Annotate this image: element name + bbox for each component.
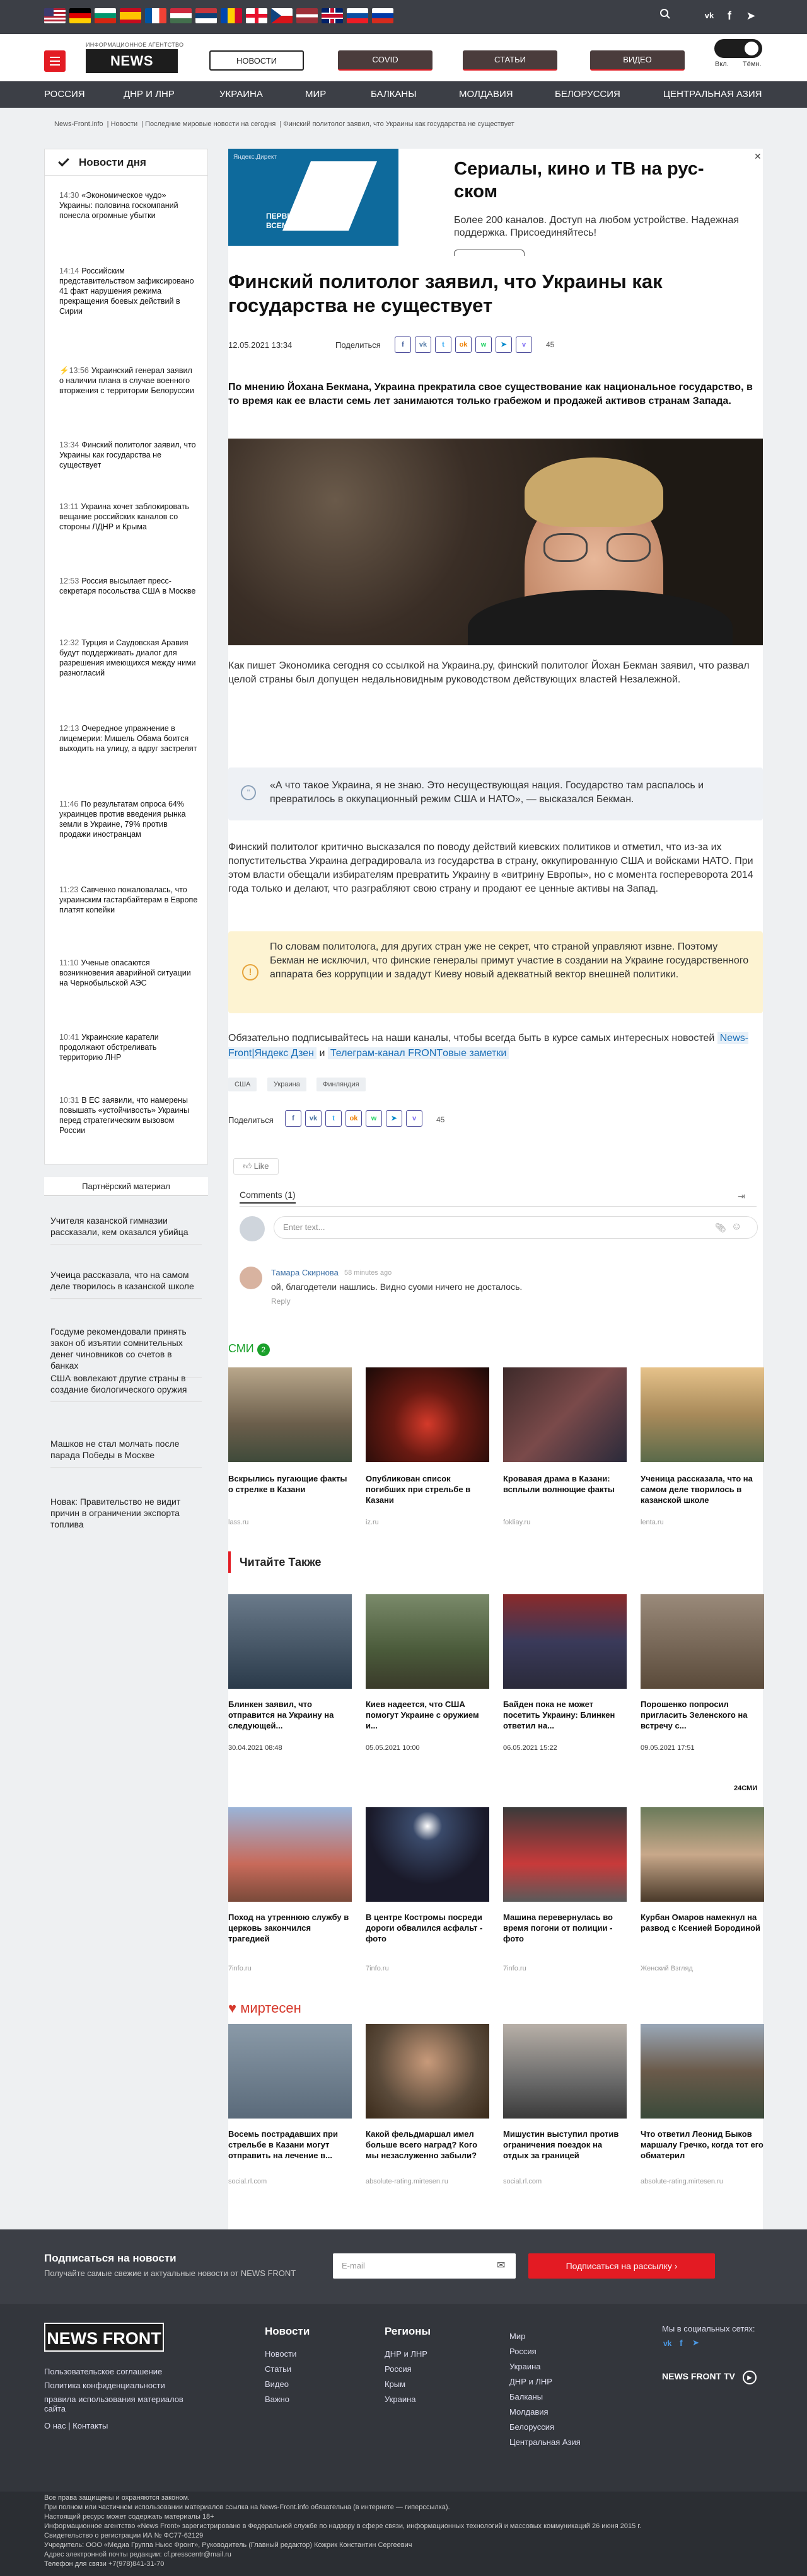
- footer-region-link[interactable]: Украина: [509, 2362, 541, 2371]
- hamburger-menu-icon[interactable]: [44, 50, 66, 72]
- footer-region-link[interactable]: Балканы: [509, 2392, 543, 2401]
- news-card-image[interactable]: [503, 2024, 627, 2119]
- vk-share-icon[interactable]: vk: [305, 1110, 322, 1127]
- flag-serbia-icon[interactable]: [195, 8, 217, 23]
- read-also-title: Читайте Также: [228, 1551, 763, 1573]
- flag-moldova-icon[interactable]: [221, 8, 242, 23]
- header-button-news[interactable]: НОВОСТИ: [209, 50, 304, 71]
- news-card-title[interactable]: Мишустин выступил против ограничения поездок на отдых за границей: [503, 2129, 619, 2160]
- mail-icon: ✉: [497, 2260, 506, 2271]
- flag-france-icon[interactable]: [145, 8, 166, 23]
- news-item[interactable]: 13:34 Финский политолог заявил, что Украины как государства не существует: [59, 440, 196, 469]
- user-avatar: [240, 1216, 265, 1241]
- news-card-image[interactable]: [228, 1367, 352, 1462]
- twitter-share-icon[interactable]: t: [435, 336, 451, 353]
- breadcrumb: News-Front.info | Новости | Последние мировые новости на сегодня | Финский политолог заявил, что Украины как государства не существует: [54, 120, 514, 128]
- viber-share-icon[interactable]: v: [406, 1110, 422, 1127]
- footer-news-title: Новости: [265, 2325, 310, 2337]
- site-logo[interactable]: NEWS: [86, 49, 178, 73]
- news-item[interactable]: 13:11 Украина хочет заблокировать вещание российских каналов со стороны ЛДНР и Крыма: [59, 502, 189, 531]
- comment-text: ой, благодетели нашлись. Видно суоми ничего не досталось.: [271, 1282, 523, 1292]
- news-card-title[interactable]: Блинкен заявил, что отправится на Украину на следующей...: [228, 1699, 334, 1730]
- news-card-title[interactable]: Что ответил Леонид Быков маршалу Гречко, когда тот его обматерил: [641, 2129, 763, 2160]
- news-card-date: 05.05.2021 10:00: [366, 1744, 420, 1752]
- footer-news-link[interactable]: Новости: [265, 2349, 297, 2359]
- ad-banner-text[interactable]: [441, 149, 763, 256]
- nav-item-ukraine[interactable]: УКРАИНА: [219, 89, 263, 100]
- news-item[interactable]: 11:23 Савченко пожаловалась, что украинским гастарбайтерам в Европе платят копейки: [59, 885, 198, 914]
- ad-channel-text: ПЕРВЫЙ КАНАЛ ВСЕМИРНАЯ СЕТЬ: [266, 212, 338, 230]
- ok-share-icon[interactable]: ok: [345, 1110, 362, 1127]
- nav-item-balkans[interactable]: БАЛКАНЫ: [371, 89, 417, 100]
- news-card-image[interactable]: [228, 1807, 352, 1902]
- facebook-footer-icon[interactable]: f: [680, 2338, 683, 2348]
- subscribe-button[interactable]: Подписаться на рассылку ›: [528, 2253, 715, 2279]
- flag-georgia-icon[interactable]: [246, 8, 267, 23]
- partner-item[interactable]: Госдуме рекомендовали принять закон об изъятии сомнительных денег чиновников со счетов в банках: [50, 1326, 202, 1378]
- legal-text: Настоящий ресурс может содержать материалы 18+: [44, 2513, 214, 2521]
- emoji-icon[interactable]: ☺: [731, 1221, 742, 1232]
- ad-text: Более 200 каналов. Доступ на любом устройстве. Надежная поддержка. Присоединяйтесь!: [454, 215, 740, 238]
- partner-item[interactable]: США вовлекают другие страны в создание биологического оружия: [50, 1372, 202, 1402]
- news-card-image[interactable]: [641, 1367, 764, 1462]
- whatsapp-share-icon[interactable]: w: [475, 336, 492, 353]
- news-card-title[interactable]: Восемь пострадавших при стрельбе в Казани могут отправить на лечение в...: [228, 2129, 338, 2160]
- share-label: Поделиться: [335, 340, 381, 350]
- flag-czech-icon[interactable]: [271, 8, 293, 23]
- news-card-image[interactable]: [366, 1594, 489, 1689]
- telegram-share-icon[interactable]: ➤: [386, 1110, 402, 1127]
- link-yandex-zen[interactable]: News-Front|Яндекс Дзен: [228, 1033, 749, 1059]
- share-count: 45: [436, 1115, 445, 1124]
- breadcrumb-latest[interactable]: Последние мировые новости на сегодня: [145, 120, 276, 128]
- legal-text: Учредитель: ООО «Медиа Группа Ньюс Фронт», Руководитель (Главный редактор) Кожрик Константин Сергеевич: [44, 2541, 412, 2549]
- twitter-share-icon[interactable]: t: [325, 1110, 342, 1127]
- mirtesen-heart-icon: ♥: [228, 2000, 237, 2016]
- news-card-date: 09.05.2021 17:51: [641, 1744, 695, 1752]
- share-label: Поделиться: [228, 1115, 274, 1125]
- footer-region-link[interactable]: Крым: [385, 2379, 406, 2389]
- footer-region-link[interactable]: Белоруссия: [509, 2422, 555, 2432]
- flag-slovakia-icon[interactable]: [347, 8, 368, 23]
- news-card-source: lass.ru: [228, 1519, 249, 1526]
- news-item[interactable]: 11:46 По результатам опроса 64% украинцев против введения рынка земли в Украине, 79% против продажи иностранцам: [59, 800, 186, 839]
- tag-usa[interactable]: США: [228, 1078, 257, 1091]
- comment-time: 58 minutes ago: [344, 1269, 392, 1277]
- facebook-share-icon[interactable]: f: [285, 1110, 301, 1127]
- legal-text: Адрес электронной почты редакции: cf.presscentr@mail.ru: [44, 2551, 231, 2558]
- news-card-source: social.rl.com: [503, 2178, 542, 2185]
- news-card-image[interactable]: [503, 1594, 627, 1689]
- news-card-source: social.rl.com: [228, 2178, 267, 2185]
- header-button-articles[interactable]: СТАТЬИ: [463, 50, 557, 71]
- flag-russia-icon[interactable]: [372, 8, 393, 23]
- warning-icon: !: [242, 964, 258, 980]
- article-lead: По мнению Йохана Бекмана, Украина прекратила свое существование как национальное государство, в то время как ее власти семь лет занимаются только грабежом и продажей активов странам Запада.: [228, 382, 753, 406]
- reply-link[interactable]: Reply: [271, 1297, 291, 1306]
- partner-item[interactable]: Машков не стал молчать после парада Победы в Москве: [50, 1438, 202, 1468]
- legal-text: Информационное агентство «News Front» зарегистрировано в Федеральной службе по надзору в сфере связи, информационных технологий и массовых коммуникаций 26 июня 2015 г.: [44, 2522, 641, 2530]
- news-item[interactable]: ⚡13:56 Украинский генерал заявил о наличии плана в случае военного вторжения с территории Белоруссии: [59, 366, 194, 395]
- viber-share-icon[interactable]: v: [516, 336, 532, 353]
- footer-region-link[interactable]: Россия: [509, 2347, 537, 2356]
- ad-banner-image[interactable]: [228, 149, 398, 246]
- flag-usa-icon[interactable]: [44, 8, 66, 23]
- flag-spain-icon[interactable]: [120, 8, 141, 23]
- article-date: 12.05.2021 13:34: [228, 340, 293, 350]
- footer-logo[interactable]: NEWS FRONT: [44, 2323, 164, 2352]
- partner-item[interactable]: Учеица рассказала, что на самом деле творилось в казанской школе: [50, 1269, 202, 1299]
- vk-share-icon[interactable]: vk: [415, 336, 431, 353]
- news-card-title[interactable]: Опубликован список погибших при стрельбе в Казани: [366, 1474, 471, 1505]
- news-card-title[interactable]: Какой фельдмаршал имел больше всего наград? Кого мы незаслуженно забыли?: [366, 2129, 478, 2160]
- whatsapp-share-icon[interactable]: w: [366, 1110, 382, 1127]
- news-item[interactable]: 12:53 Россия высылает пресс-секретаря посольства США в Москве: [59, 577, 196, 595]
- smi-title: СМИ 2: [228, 1342, 270, 1356]
- telegram-icon[interactable]: ➤: [746, 9, 756, 22]
- news-card-title[interactable]: Вскрылись пугающие факты о стрелке в Казани: [228, 1474, 347, 1494]
- flag-bulgaria-icon[interactable]: [95, 8, 116, 23]
- news-item[interactable]: 10:41 Украинские каратели продолжают обстреливать территорию ЛНР: [59, 1033, 159, 1062]
- like-button[interactable]: 👍︎ Like: [233, 1158, 279, 1175]
- ok-share-icon[interactable]: ok: [455, 336, 472, 353]
- flag-germany-icon[interactable]: [69, 8, 91, 23]
- news-item[interactable]: 11:10 Ученые опасаются возникновения аварийной ситуации на Чернобыльской АЭС: [59, 958, 191, 987]
- footer-news-link[interactable]: Важно: [265, 2395, 290, 2404]
- news-card-title[interactable]: Кровавая драма в Казани: всплыли волнющие факты: [503, 1474, 615, 1494]
- footer-regions-title: Регионы: [385, 2325, 431, 2337]
- link-telegram[interactable]: Телеграм-канал FRONTовые заметки: [328, 1047, 509, 1059]
- footer-region-link[interactable]: ДНР и ЛНР: [509, 2377, 552, 2386]
- news-card-image[interactable]: [641, 1594, 764, 1689]
- facebook-icon[interactable]: f: [728, 9, 731, 22]
- news-of-the-day-title: Новости дня: [45, 149, 207, 176]
- footer-region-link[interactable]: ДНР и ЛНР: [385, 2349, 427, 2359]
- news-front-tv-link[interactable]: NEWS FRONT TV ▶: [662, 2371, 757, 2384]
- news-card-image[interactable]: [228, 1594, 352, 1689]
- news-item[interactable]: 10:31 В ЕС заявили, что намерены повышать «устойчивость» Украины перед стратегическим вызовом России: [59, 1096, 190, 1135]
- footer-news-link[interactable]: Статьи: [265, 2364, 292, 2374]
- news-card-image[interactable]: [366, 2024, 489, 2119]
- search-icon[interactable]: [657, 8, 673, 24]
- nav-item-russia[interactable]: РОССИЯ: [44, 89, 85, 100]
- newsletter-title: Подписаться на новости: [44, 2252, 177, 2264]
- news-card-title[interactable]: В центре Костромы посреди дороги обвалился асфальт - фото: [366, 1912, 483, 1943]
- ad-title: Сериалы, кино и ТВ на рус-ском: [454, 159, 704, 202]
- news-card-source: iz.ru: [366, 1519, 379, 1526]
- share-count: 45: [546, 340, 555, 349]
- news-card-source: 7info.ru: [503, 1965, 526, 1972]
- footer-region-link[interactable]: Молдавия: [509, 2407, 549, 2417]
- dark-mode-toggle[interactable]: [714, 39, 762, 58]
- brand-24smi-logo[interactable]: 24СМИ: [734, 1785, 758, 1792]
- header-button-video[interactable]: ВИДЕО: [590, 50, 685, 71]
- flag-latvia-icon[interactable]: [296, 8, 318, 23]
- flag-hungary-icon[interactable]: [170, 8, 192, 23]
- footer-region-link[interactable]: Россия: [385, 2364, 412, 2374]
- header-button-covid[interactable]: COVID: [338, 50, 433, 71]
- nav-item-belarus[interactable]: БЕЛОРУССИЯ: [555, 89, 620, 100]
- news-card-date: 06.05.2021 15:22: [503, 1744, 557, 1752]
- newsletter-text: Получайте самые свежие и актуальные новости от NEWS FRONT: [44, 2268, 296, 2278]
- news-item[interactable]: 14:30 «Экономическое чудо» Украины: половина госкомпаний понесла огромные убытки: [59, 191, 178, 220]
- news-card-title[interactable]: Поход на утреннюю службу в церковь закончился трагедией: [228, 1912, 349, 1943]
- login-icon[interactable]: ⇥: [738, 1191, 745, 1201]
- news-card-source: absolute-rating.mirtesen.ru: [641, 2178, 723, 2185]
- email-input[interactable]: E-mail ✉: [333, 2253, 516, 2279]
- nav-item-moldova[interactable]: МОЛДАВИЯ: [459, 89, 513, 100]
- footer-region-link[interactable]: Украина: [385, 2395, 416, 2404]
- partner-material-title: Партнёрский материал: [44, 1177, 208, 1196]
- breadcrumb-home[interactable]: News-Front.info: [54, 120, 103, 128]
- news-card-image[interactable]: [503, 1367, 627, 1462]
- thumbs-up-icon: 👍︎: [243, 1161, 254, 1171]
- footer-region-link[interactable]: Мир: [509, 2332, 526, 2341]
- vk-footer-icon[interactable]: vk: [663, 2339, 672, 2348]
- news-card-title[interactable]: Байден пока не может посетить Украину: Блинкен ответил на...: [503, 1699, 615, 1730]
- play-icon: ▶: [743, 2371, 757, 2384]
- news-card-title[interactable]: Ученица рассказала, что на самом деле творилось в казанской школе: [641, 1474, 753, 1505]
- commenter-avatar: [240, 1267, 262, 1289]
- news-card-source: Женский Взгляд: [641, 1965, 693, 1972]
- news-card-title[interactable]: Машина перевернулась во время погони от полиции - фото: [503, 1912, 613, 1943]
- news-card-date: 30.04.2021 08:48: [228, 1744, 282, 1752]
- mirtesen-logo[interactable]: ♥ миртесен: [228, 2000, 301, 2016]
- comment-author[interactable]: Тамара Скирнова: [271, 1268, 339, 1277]
- smi-badge: 2: [257, 1343, 270, 1356]
- news-card-image[interactable]: [366, 1367, 489, 1462]
- nav-item-world[interactable]: МИР: [305, 89, 327, 100]
- legal-text: Телефон для связи +7(978)841-31-70: [44, 2560, 165, 2568]
- news-card-source: 7info.ru: [228, 1965, 252, 1972]
- quote-text: «А что такое Украина, я не знаю. Это несуществующая нация. Государство там распалось и превратилось в оккупационный режим США и НАТО», — высказался Бекман.: [270, 780, 704, 805]
- telegram-footer-icon[interactable]: ➤: [692, 2338, 699, 2347]
- vk-icon[interactable]: vk: [704, 11, 714, 20]
- tag-finland[interactable]: Финляндия: [316, 1078, 366, 1091]
- legal-text: Свидетельство о регистрации ИА № ФС77-62129: [44, 2532, 204, 2539]
- footer-link[interactable]: О нас | Контакты: [44, 2421, 108, 2430]
- legal-text: Все права защищены и охраняются законом.: [44, 2494, 190, 2502]
- news-card-source: lenta.ru: [641, 1519, 664, 1526]
- news-item[interactable]: 12:32 Турция и Саудовская Аравия будут поддерживать диалог для разрешения имеющихся между ними разногласий: [59, 638, 196, 677]
- article-photo: [228, 439, 763, 645]
- article-paragraph: Как пишет Экономика сегодня со ссылкой на Украина.ру, финский политолог Йохан Бекман заявил, что развал целой страны был допущен недальновидным руководством действующих властей Незалежной.: [228, 660, 750, 685]
- footer-link[interactable]: правила использования материалов сайта: [44, 2395, 183, 2413]
- breadcrumb-news[interactable]: Новости: [110, 120, 138, 128]
- news-item[interactable]: 12:13 Очередное упражнение в лицемерии: Мишель Обама боится выходить на улицу, а вдруг застрелят: [59, 724, 197, 753]
- footer-news-link[interactable]: Видео: [265, 2379, 289, 2389]
- article-title: Финский политолог заявил, что Украины как государства не существует: [228, 270, 663, 316]
- highlight-text: По словам политолога, для других стран уже не секрет, что страной управляют извне. Поэтому Бекман не исключил, что финские генералы примут участие в создании на Украине государственного аппарата без коррупции и зададут Киеву новый адекватный вектор внешней политики.: [270, 941, 749, 980]
- nav-item-central-asia[interactable]: ЦЕНТРАЛЬНАЯ АЗИЯ: [663, 89, 762, 100]
- news-card-title[interactable]: Киев надеется, что США помогут Украине с оружием и...: [366, 1699, 479, 1730]
- news-card-source: absolute-rating.mirtesen.ru: [366, 2178, 448, 2185]
- attach-icon[interactable]: 📎︎: [715, 1222, 726, 1233]
- footer-region-link[interactable]: Центральная Азия: [509, 2437, 581, 2447]
- news-card-image[interactable]: [641, 2024, 764, 2119]
- partner-item[interactable]: Учителя казанской гимназии рассказали, кем оказался убийца: [50, 1215, 202, 1245]
- ad-label: Яндекс.Директ: [233, 154, 277, 161]
- breadcrumb-current: Финский политолог заявил, что Украины как государства не существует: [283, 120, 514, 128]
- ad-close-icon[interactable]: ✕: [754, 151, 762, 161]
- legal-text: При полном или частичном использовании материалов ссылка на News-Front.info обязательна (в интернете — гиперссылка).: [44, 2504, 450, 2511]
- comment-input[interactable]: Enter text...: [274, 1216, 758, 1239]
- agency-label: ИНФОРМАЦИОННОЕ АГЕНТСТВО: [86, 42, 184, 48]
- flag-uk-icon[interactable]: [322, 8, 343, 23]
- article-paragraph: Финский политолог критично высказался по поводу действий киевских политиков и отметил, что из-за их попустительства Украина деградировала из государства в страну, оккупированную США и войсками НАТО. При этом власти обещали избирателям превратить Украину в «витрину Европы», но с момента госпереворота 2014 года только и делают, что разграбляют свою страну и продают ее ценные активы на Запад.: [228, 842, 753, 894]
- subscribe-paragraph: Обязательно подписывайтесь на наши каналы, чтобы всегда быть в курсе самых интересных новостей News-Front|Яндекс Дзен и Телеграм-канал FRONTовые заметки: [228, 1033, 749, 1059]
- news-card-image[interactable]: [366, 1807, 489, 1902]
- news-card-title[interactable]: Курбан Омаров намекнул на развод с Ксенией Бородиной: [641, 1912, 761, 1933]
- nav-item-dnr-lnr[interactable]: ДНР И ЛНР: [124, 89, 175, 100]
- telegram-share-icon[interactable]: ➤: [496, 336, 512, 353]
- news-card-image[interactable]: [228, 2024, 352, 2119]
- theme-label-dark: Тёмн.: [743, 60, 762, 68]
- social-title: Мы в социальных сетях:: [662, 2324, 755, 2333]
- footer-link[interactable]: Политика конфиденциальности: [44, 2381, 165, 2390]
- facebook-share-icon[interactable]: f: [395, 336, 411, 353]
- comments-tab[interactable]: Comments (1): [240, 1190, 296, 1204]
- theme-label-on: Вкл.: [715, 60, 729, 68]
- footer-link[interactable]: Пользовательское соглашение: [44, 2367, 163, 2376]
- news-card-source: 7info.ru: [366, 1965, 389, 1972]
- quote-icon: ": [241, 785, 256, 800]
- tag-ukraine[interactable]: Украина: [267, 1078, 306, 1091]
- news-item[interactable]: 14:14 Российским представительством зафиксировано 41 факт нарушения режима прекращения боевых действий в Сирии: [59, 267, 194, 316]
- lightning-icon: ⚡: [59, 366, 69, 375]
- news-card-image[interactable]: [641, 1807, 764, 1902]
- partner-item[interactable]: Новак: Правительство не видит причин в ограничении экспорта топлива: [50, 1497, 181, 1529]
- news-card-title[interactable]: Порошенко попросил пригласить Зеленского на встречу с...: [641, 1699, 748, 1730]
- news-card-source: fokliay.ru: [503, 1519, 531, 1526]
- news-card-image[interactable]: [503, 1807, 627, 1902]
